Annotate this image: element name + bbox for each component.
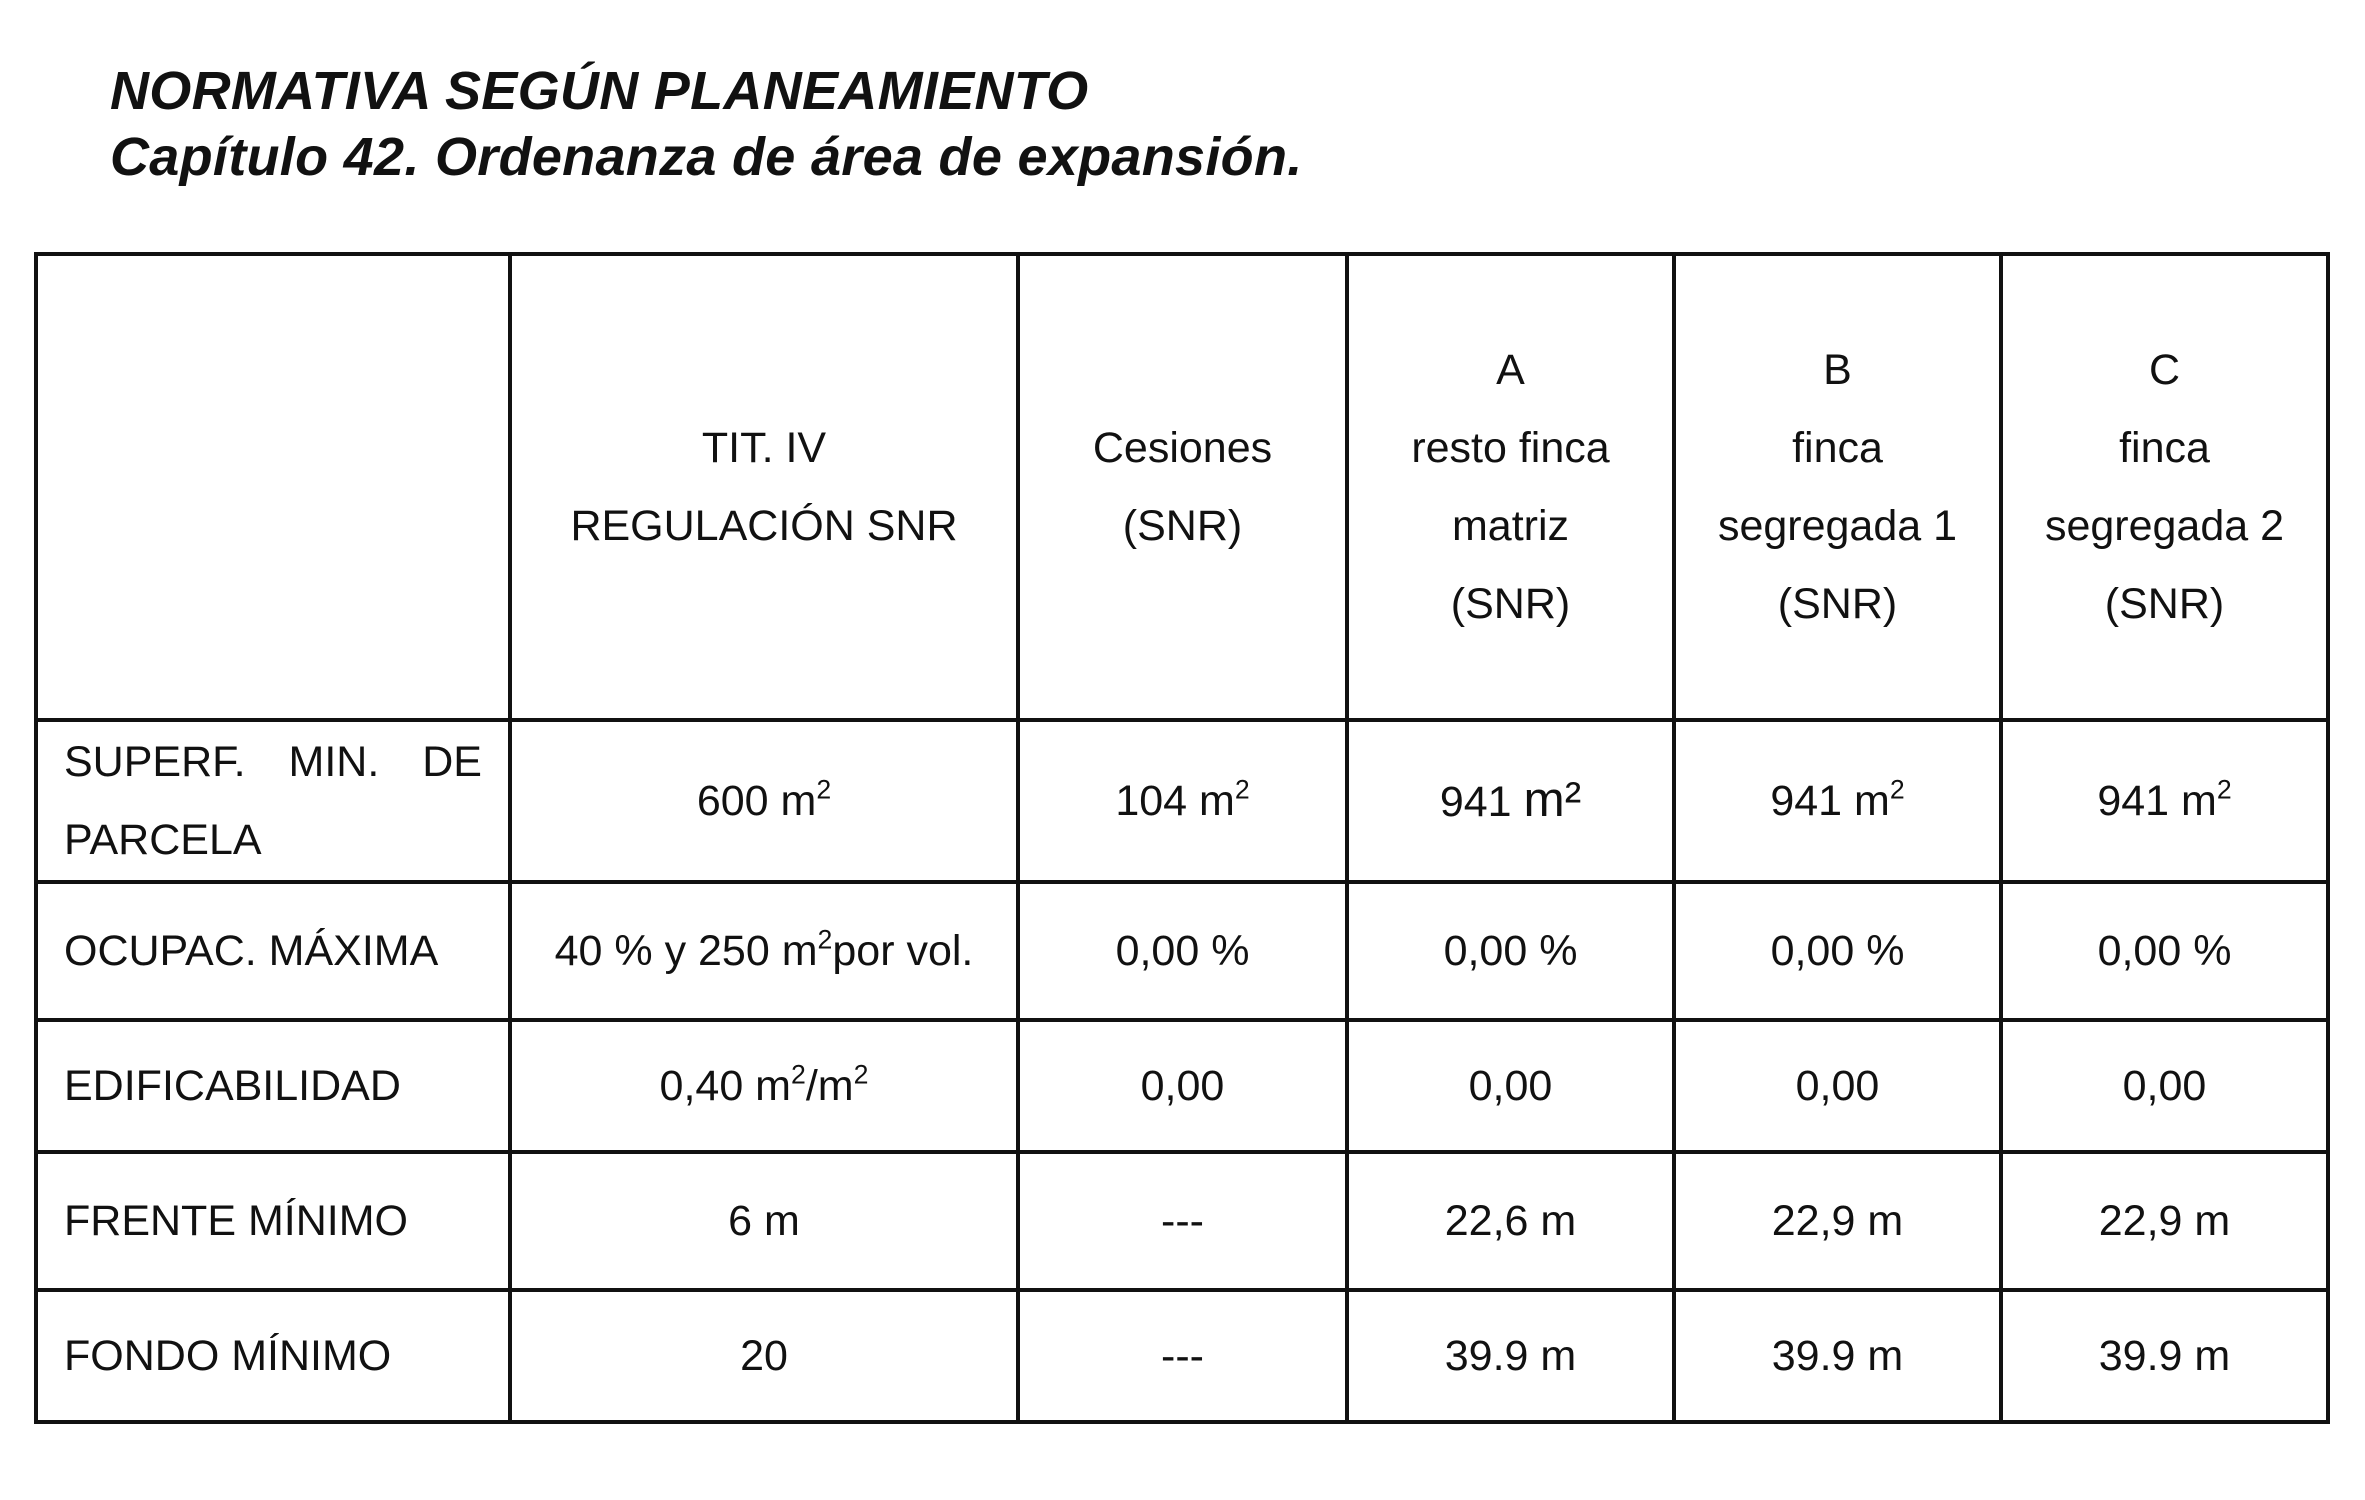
- cell-value-mid: /m: [805, 1062, 854, 1110]
- table-row-frente: [36, 1152, 2328, 1290]
- cell-value: 0,40 m: [659, 1062, 792, 1110]
- heading-subtitle: Capítulo 42. Ordenanza de área de expansión.: [110, 127, 1303, 187]
- cell-value: 104 m: [1115, 777, 1235, 825]
- cell-value-suffix: por vol.: [832, 927, 974, 975]
- header-line: REGULACIÓN SNR: [570, 502, 958, 550]
- row-label: EDIFICABILIDAD: [36, 1020, 510, 1152]
- row-label: SUPERF. MIN. DE PARCELA: [36, 720, 510, 882]
- table-cell: [2001, 720, 2328, 882]
- table-cell: 0,00 %: [1018, 882, 1347, 1020]
- header-line: (SNR): [1122, 502, 1243, 550]
- cell-unit: m²: [1523, 772, 1582, 827]
- cell-superscript: 2: [1889, 774, 1905, 805]
- table-cell: 6 m: [510, 1152, 1018, 1290]
- table-cell: 0,00 %: [1347, 882, 1674, 1020]
- table-header-row: [36, 254, 2328, 720]
- header-cell-a: [1347, 254, 1674, 720]
- table-cell: ---: [1018, 1290, 1347, 1422]
- table-cell: 0,00: [1674, 1020, 2001, 1152]
- header-line: segregada 1: [1717, 502, 1958, 550]
- table-cell: 0,00 %: [1674, 882, 2001, 1020]
- row-label: FRENTE MÍNIMO: [36, 1152, 510, 1290]
- header-line: Cesiones: [1092, 424, 1273, 472]
- table-row-ocupacion: [36, 882, 2328, 1020]
- header-line: TIT. IV: [701, 424, 827, 472]
- table-cell: [510, 1020, 1018, 1152]
- table-cell: [510, 882, 1018, 1020]
- table-cell: 0,00 %: [2001, 882, 2328, 1020]
- header-line: C: [2148, 346, 2181, 394]
- cell-superscript: 2: [853, 1059, 869, 1090]
- table-cell: 20: [510, 1290, 1018, 1422]
- cell-value: 941 m: [2097, 777, 2217, 825]
- row-label: FONDO MÍNIMO: [36, 1290, 510, 1422]
- table-cell: 0,00: [2001, 1020, 2328, 1152]
- cell-value: 40 % y 250 m: [554, 927, 818, 975]
- cell-superscript: 2: [817, 924, 833, 955]
- cell-value: 600 m: [696, 777, 817, 825]
- table-cell: 0,00: [1347, 1020, 1674, 1152]
- header-line: B: [1823, 346, 1852, 394]
- table-cell: ---: [1018, 1152, 1347, 1290]
- table-row-superficie: [36, 720, 2328, 882]
- heading-title: NORMATIVA SEGÚN PLANEAMIENTO: [110, 61, 1089, 121]
- table-cell: 0,00: [1018, 1020, 1347, 1152]
- cell-superscript: 2: [2216, 774, 2232, 805]
- cell-superscript: 2: [816, 774, 832, 805]
- table-row-fondo: [36, 1290, 2328, 1422]
- header-line: A: [1496, 346, 1525, 394]
- table-cell: 22,6 m: [1347, 1152, 1674, 1290]
- document-heading: [110, 58, 1303, 190]
- table-cell: 22,9 m: [2001, 1152, 2328, 1290]
- cell-value: 941: [1439, 778, 1524, 826]
- header-line: matriz: [1451, 502, 1570, 550]
- header-cell-tit-iv: [510, 254, 1018, 720]
- header-line: (SNR): [2104, 580, 2225, 628]
- table-cell: [1347, 720, 1674, 882]
- header-cell-cesiones: [1018, 254, 1347, 720]
- header-line: finca: [2119, 424, 2210, 472]
- header-line: finca: [1792, 424, 1883, 472]
- table-cell: 39.9 m: [1674, 1290, 2001, 1422]
- header-line: resto finca: [1411, 424, 1610, 472]
- table-cell: [1018, 720, 1347, 882]
- cell-superscript: 2: [1234, 774, 1250, 805]
- header-line: (SNR): [1450, 580, 1571, 628]
- header-cell-b: [1674, 254, 2001, 720]
- table-cell: 39.9 m: [2001, 1290, 2328, 1422]
- header-line: (SNR): [1777, 580, 1898, 628]
- table-cell: 22,9 m: [1674, 1152, 2001, 1290]
- header-line: segregada 2: [2044, 502, 2285, 550]
- regulation-table: [34, 252, 2330, 1424]
- table-cell: 39.9 m: [1347, 1290, 1674, 1422]
- header-cell-empty: [36, 254, 510, 720]
- row-label: OCUPAC. MÁXIMA: [36, 882, 510, 1020]
- table-cell: [1674, 720, 2001, 882]
- table-cell: [510, 720, 1018, 882]
- table-row-edificabilidad: [36, 1020, 2328, 1152]
- cell-superscript: 2: [791, 1059, 806, 1090]
- cell-value: 941 m: [1770, 777, 1890, 825]
- header-cell-c: [2001, 254, 2328, 720]
